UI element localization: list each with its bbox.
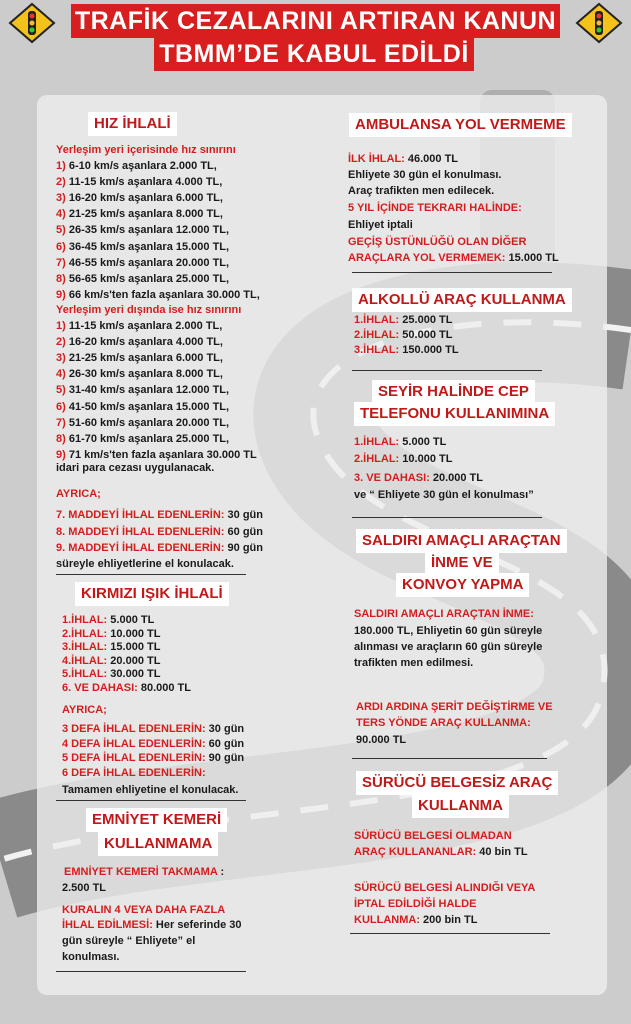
speed-outside-item-value: 41-50 km/s aşanlara 15.000 TL,: [68, 400, 230, 413]
attack-line-1: SALDIRI AMAÇLI ARAÇTAN İNME:: [354, 608, 534, 620]
red-light-extra-item-label: 5 DEFA İHLAL EDENLERİN:: [62, 752, 206, 764]
red-light-item-label: 3.İHLAL:: [62, 641, 108, 653]
seatbelt-line-5: gün süreyle “ Ehliyete” el: [62, 935, 196, 947]
speed-inside-item-value: 46-55 km/s aşanlara 20.000 TL,: [68, 256, 230, 269]
speed-extra-item-value: 30 gün: [224, 509, 263, 521]
seatbelt-line-1: EMNİYET KEMERİ TAKMAMA :: [64, 866, 225, 878]
speed-extra-item-value: 90 gün: [224, 542, 263, 554]
divider: [350, 933, 550, 934]
phone-item-value: 10.000 TL: [399, 452, 453, 465]
section-header-license-2: KULLANMA: [412, 794, 509, 818]
seatbelt-line-6: konulması.: [62, 951, 120, 963]
alcohol-item-label: 1.İHLAL:: [354, 314, 400, 326]
attack-line-5: ARDI ARDINA ŞERİT DEĞİŞTİRME VE: [356, 701, 553, 713]
ambulance-line-1: İLK İHLAL: 46.000 TL: [348, 153, 459, 165]
speed-outside-item: [56, 367, 223, 381]
section-header-alcohol: ALKOLLÜ ARAÇ KULLANMA: [352, 288, 572, 312]
red-light-extra-item-value: 60 gün: [205, 737, 245, 750]
speed-extra-item: [56, 525, 263, 539]
red-light-item: [62, 654, 160, 668]
traffic-light-sign-icon: [8, 2, 56, 44]
speed-outside-item-label: 2): [56, 336, 69, 349]
speed-extra-end: süreyle ehliyetlerine el konulacak.: [56, 558, 234, 570]
speed-outside-item: [56, 351, 223, 365]
speed-outside-item-label: 9): [56, 448, 69, 461]
speed-inside-item-label: 6): [56, 240, 69, 253]
license-line-4: İPTAL EDİLDİĞİ HALDE: [354, 898, 477, 910]
speed-inside-item-label: 2): [56, 176, 69, 189]
speed-inside-item-value: 56-65 km/s aşanlara 25.000 TL,: [68, 272, 230, 285]
phone-item-label: 1.İHLAL:: [354, 436, 400, 448]
phone-line-3: 3. VE DAHASI: 20.000 TL: [354, 472, 483, 484]
speed-inside-item-value: 11-15 km/s aşanlara 4.000 TL,: [68, 176, 223, 189]
speed-inside-item-label: 5): [56, 224, 69, 237]
red-light-item-label: 5.İHLAL:: [62, 668, 108, 680]
ambulance-line-4: 5 YIL İÇİNDE TEKRARI HALİNDE:: [348, 202, 522, 214]
phone-item: [354, 452, 452, 466]
alcohol-item-label: 3.İHLAL:: [354, 344, 400, 356]
section-header-red-light: KIRMIZI IŞIK İHLALİ: [75, 582, 229, 606]
speed-inside-item-label: 7): [56, 256, 69, 269]
red-light-item-label: 6. VE DAHASI:: [62, 681, 138, 694]
section-header-seatbelt-2: KULLANMAMA: [98, 832, 218, 856]
speed-extra-item-value: 60 gün: [224, 525, 263, 538]
red-light-extra-item-value: 90 gün: [205, 752, 245, 764]
red-light-item-label: 2.İHLAL:: [62, 627, 108, 640]
main-title-line-1: TRAFİK CEZALARINI ARTIRAN KANUN: [71, 4, 560, 38]
section-header-ambulance: AMBULANSA YOL VERMEME: [349, 113, 572, 137]
section-header-license-1: SÜRÜCÜ BELGESİZ ARAÇ: [356, 771, 558, 795]
red-light-item: [62, 613, 154, 627]
speed-outside-item-value: 16-20 km/s aşanlara 4.000 TL,: [68, 336, 223, 349]
red-light-extra-item: [62, 737, 244, 751]
speed-inside-item-value: 26-35 km/s aşanlara 12.000 TL,: [68, 224, 230, 237]
speed-outside-item-label: 8): [56, 432, 69, 445]
red-light-item-value: 15.000 TL: [107, 641, 161, 653]
ambulance-line-6: GEÇİŞ ÜSTÜNLÜĞÜ OLAN DİĞER: [348, 236, 527, 248]
speed-outside-item-value: 21-25 km/s aşanlara 6.000 TL,: [68, 352, 223, 365]
speed-ayrica: AYRICA;: [56, 488, 101, 500]
red-light-item: [62, 627, 160, 641]
section-header-attack-2: İNME VE: [425, 551, 499, 575]
seatbelt-line-4: İHLAL EDİLMESİ: Her seferinde 30: [62, 919, 242, 931]
red-light-item: [62, 640, 160, 654]
red-light-extra-item: [62, 751, 244, 765]
section-header-phone-1: SEYİR HALİNDE CEP: [372, 380, 535, 404]
section-header-seatbelt-1: EMNİYET KEMERİ: [86, 808, 227, 832]
speed-extra-item-label: 9. MADDEYİ İHLAL EDENLERİN:: [56, 542, 225, 554]
speed-outside-item: [56, 319, 222, 333]
alcohol-item-label: 2.İHLAL:: [354, 329, 400, 341]
speed-outside-item-value: 31-40 km/s aşanlara 12.000 TL,: [68, 384, 230, 397]
speed-outside-item: [56, 416, 229, 430]
speed-extra-item-label: 8. MADDEYİ İHLAL EDENLERİN:: [56, 525, 225, 538]
speed-outside-item: [56, 335, 223, 349]
speed-outside-item-value: 71 km/s'ten fazla aşanlara 30.000 TL: [68, 448, 257, 461]
red-light-item-value: 20.000 TL: [107, 654, 161, 667]
divider: [352, 758, 547, 759]
speed-inside-item: [56, 272, 229, 286]
speed-inside-item: [56, 191, 223, 205]
speed-outside-title: Yerleşim yeri dışında ise hız sınırını: [56, 304, 242, 316]
speed-outside-item: [56, 432, 229, 446]
attack-line-7: 90.000 TL: [356, 734, 407, 746]
speed-inside-item-label: 9): [56, 288, 69, 301]
attack-line-3: alınması ve araçların 60 gün süreyle: [354, 641, 543, 653]
divider: [352, 370, 542, 371]
license-line-2: ARAÇ KULLANANLAR: 40 bin TL: [354, 846, 528, 858]
red-light-item: [62, 667, 160, 681]
speed-outside-item-value: 61-70 km/s aşanlara 25.000 TL,: [68, 432, 230, 445]
section-header-phone-2: TELEFONU KULLANIMINA: [354, 402, 555, 426]
alcohol-item-value: 150.000 TL: [399, 344, 459, 356]
red-light-item-label: 4.İHLAL:: [62, 654, 108, 667]
red-light-item-value: 30.000 TL: [107, 668, 161, 680]
attack-line-6: TERS YÖNDE ARAÇ KULLANMA:: [356, 717, 531, 729]
section-header-attack-1: SALDIRI AMAÇLI ARAÇTAN: [356, 529, 567, 553]
alcohol-item-value: 50.000 TL: [399, 329, 453, 341]
speed-inside-item-value: 66 km/s'ten fazla aşanlara 30.000 TL,: [68, 288, 260, 301]
ambulance-line-7: ARAÇLARA YOL VERMEMEK: 15.000 TL: [348, 252, 559, 264]
traffic-light-sign-icon: [575, 2, 623, 44]
red-light-item-value: 10.000 TL: [107, 627, 161, 640]
speed-inside-item: [56, 175, 222, 189]
red-light-extra-item-label: 6 DEFA İHLAL EDENLERİN:: [62, 766, 206, 779]
red-light-extra-end: Tamamen ehliyetine el konulacak.: [62, 784, 239, 796]
phone-item-label: 2.İHLAL:: [354, 452, 400, 465]
red-light-extra-item-value: 30 gün: [205, 723, 245, 735]
speed-outside-item-label: 3): [56, 352, 69, 365]
section-header-attack-3: KONVOY YAPMA: [396, 573, 529, 597]
speed-inside-item-label: 1): [56, 160, 69, 172]
alcohol-item: [354, 343, 459, 357]
ambulance-line-3: Araç trafikten men edilecek.: [348, 185, 495, 197]
speed-outside-item-value: 11-15 km/s aşanlara 2.000 TL,: [68, 320, 223, 332]
divider: [56, 574, 246, 575]
red-light-item-label: 1.İHLAL:: [62, 614, 108, 626]
speed-outside-item: [56, 400, 229, 414]
speed-extra-item: [56, 541, 263, 555]
speed-inside-item: [56, 240, 229, 254]
speed-inside-item-label: 8): [56, 272, 69, 285]
speed-inside-item: [56, 207, 223, 221]
speed-inside-item: [56, 288, 260, 302]
red-light-extra-item: [62, 766, 206, 780]
red-light-item-value: 5.000 TL: [107, 614, 155, 626]
attack-line-4: trafikten men edilmesi.: [354, 657, 474, 669]
speed-inside-item: [56, 159, 217, 173]
speed-inside-item-value: 21-25 km/s aşanlara 8.000 TL,: [68, 208, 223, 221]
speed-closing: idari para cezası uygulanacak.: [56, 462, 215, 474]
attack-line-2: 180.000 TL, Ehliyetin 60 gün süreyle: [354, 625, 543, 637]
speed-inside-item-value: 6-10 km/s aşanlara 2.000 TL,: [68, 160, 217, 172]
license-line-3: SÜRÜCÜ BELGESİ ALINDIĞI VEYA: [354, 882, 536, 894]
section-header-speed: HIZ İHLALİ: [88, 112, 177, 136]
divider: [56, 971, 246, 972]
speed-outside-item-label: 4): [56, 368, 69, 381]
speed-inside-item-value: 36-45 km/s aşanlara 15.000 TL,: [68, 240, 230, 253]
alcohol-item-value: 25.000 TL: [399, 314, 453, 326]
speed-extra-item: [56, 508, 263, 522]
seatbelt-line-3: KURALIN 4 VEYA DAHA FAZLA: [62, 904, 226, 916]
main-title-line-2: TBMM’DE KABUL EDİLDİ: [154, 37, 474, 71]
speed-inside-item-label: 4): [56, 208, 69, 221]
alcohol-item: [354, 328, 452, 342]
red-light-item-value: 80.000 TL: [137, 681, 191, 694]
speed-outside-item: [56, 448, 257, 462]
speed-inside-item-label: 3): [56, 192, 69, 205]
phone-line-4: ve “ Ehliyete 30 gün el konulması”: [354, 489, 534, 501]
license-line-1: SÜRÜCÜ BELGESİ OLMADAN: [354, 830, 512, 842]
speed-outside-item-label: 1): [56, 320, 69, 332]
ambulance-line-5: Ehliyet iptali: [348, 219, 413, 231]
red-light-extra-item-label: 4 DEFA İHLAL EDENLERİN:: [62, 737, 206, 750]
speed-inside-item-value: 16-20 km/s aşanlara 6.000 TL,: [68, 192, 223, 205]
red-light-item: [62, 681, 191, 695]
speed-inside-title: Yerleşim yeri içerisinde hız sınırını: [56, 144, 236, 156]
license-line-5: KULLANMA: 200 bin TL: [354, 914, 478, 926]
ambulance-line-2: Ehliyete 30 gün el konulması.: [348, 169, 502, 181]
seatbelt-line-2: 2.500 TL: [62, 882, 107, 894]
phone-item: [354, 435, 446, 449]
red-light-extra-item: [62, 722, 244, 736]
divider: [352, 272, 552, 273]
alcohol-item: [354, 313, 452, 327]
divider: [56, 800, 246, 801]
speed-outside-item-label: 6): [56, 400, 69, 413]
red-light-ayrica: AYRICA;: [62, 704, 107, 716]
speed-inside-item: [56, 223, 229, 237]
speed-inside-item: [56, 256, 229, 270]
red-light-extra-item-label: 3 DEFA İHLAL EDENLERİN:: [62, 723, 206, 735]
divider: [352, 517, 542, 518]
speed-extra-item-label: 7. MADDEYİ İHLAL EDENLERİN:: [56, 509, 225, 521]
speed-outside-item-label: 5): [56, 384, 69, 397]
phone-item-value: 5.000 TL: [399, 436, 447, 448]
speed-outside-item-value: 26-30 km/s aşanlara 8.000 TL,: [68, 368, 223, 381]
speed-outside-item-value: 51-60 km/s aşanlara 20.000 TL,: [68, 416, 230, 429]
speed-outside-item-label: 7): [56, 416, 69, 429]
speed-outside-item: [56, 383, 229, 397]
